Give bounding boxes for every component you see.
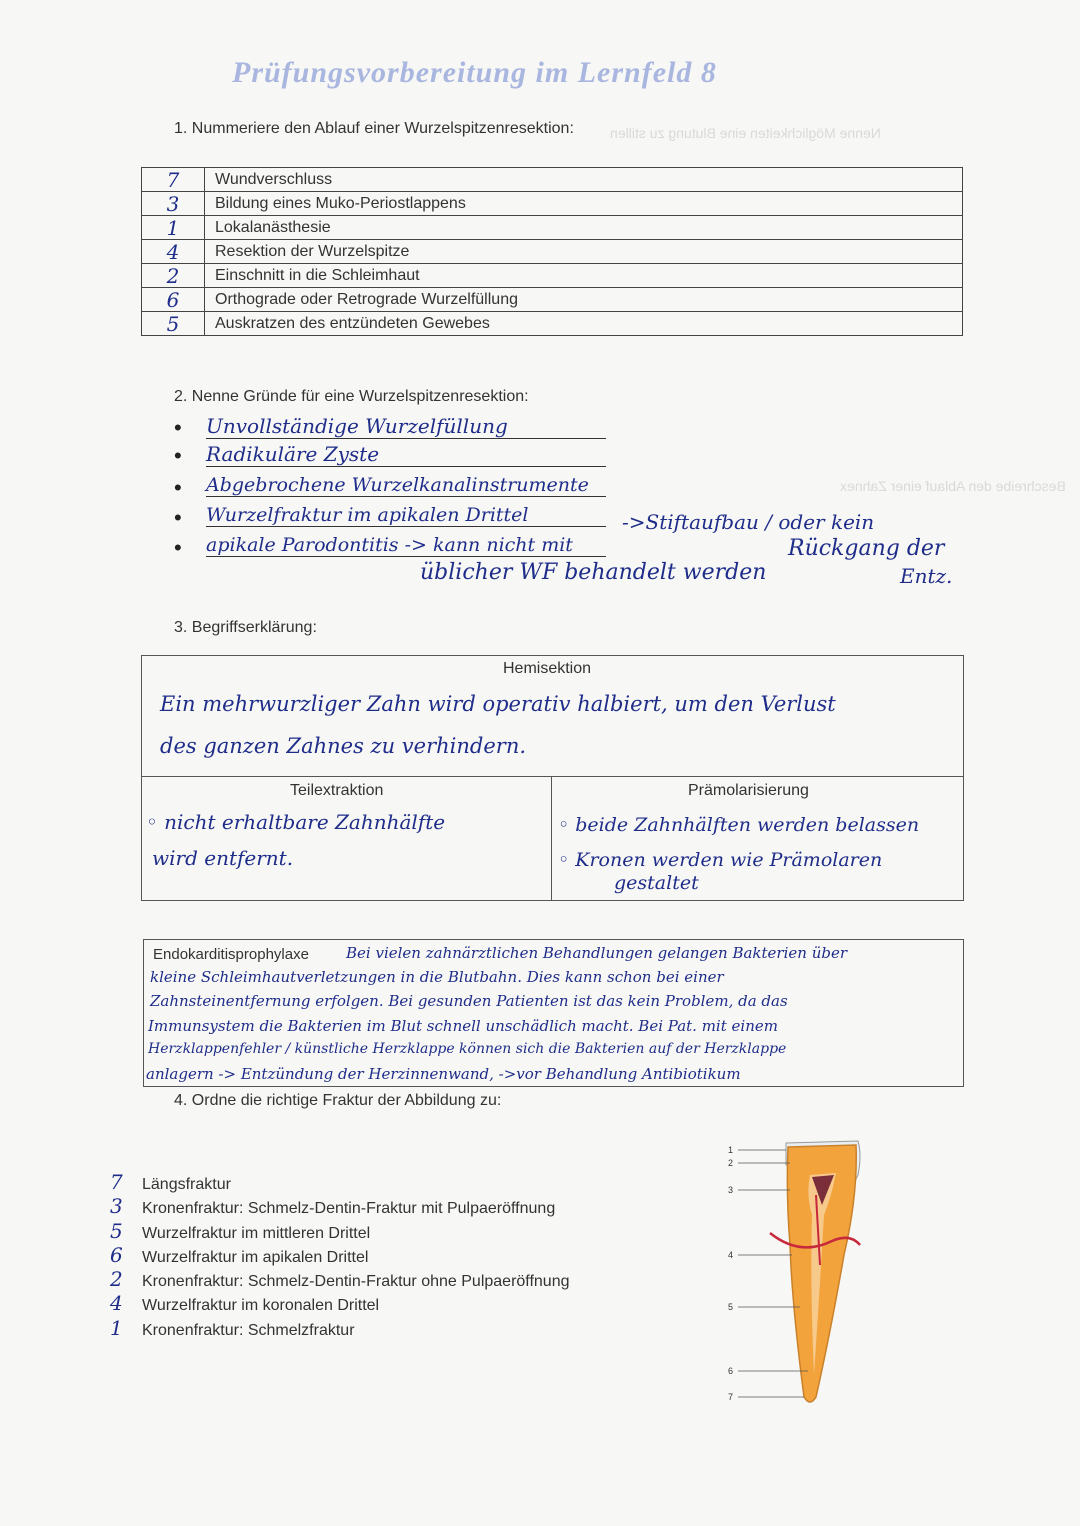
reason-note: üblicher WF behandelt werden bbox=[420, 560, 767, 585]
list-item bbox=[110, 1194, 569, 1218]
endocarditis-text: Zahnsteinentfernung erfolgen. Bei gesunden Patienten ist das kein Problem, da das bbox=[150, 992, 788, 1010]
row-text: Auskratzen des entzündeten Gewebes bbox=[205, 312, 963, 336]
endocarditis-text: Bei vielen zahnärztlichen Behandlungen gelangen Bakterien über bbox=[346, 944, 848, 962]
fracture-number: 3 bbox=[110, 1194, 123, 1219]
praemolarisierung-text: gestaltet bbox=[614, 872, 699, 894]
fracture-text: Wurzelfraktur im apikalen Drittel bbox=[142, 1248, 369, 1266]
question-2-label: 2. Nenne Gründe für eine Wurzelspitzenresektion: bbox=[174, 388, 529, 405]
hemisektion-text: des ganzen Zahnes zu verhindern. bbox=[160, 734, 527, 758]
fracture-number: 5 bbox=[110, 1218, 123, 1243]
fracture-text: Wurzelfraktur im koronalen Drittel bbox=[142, 1297, 380, 1315]
fracture-number: 6 bbox=[110, 1242, 123, 1267]
praemolarisierung-heading: Prämolarisierung bbox=[688, 782, 809, 799]
reason-item: apikale Parodontitis -> kann nicht mit bbox=[206, 534, 606, 557]
endocarditis-text: kleine Schleimhautverletzungen in die Blutbahn. Dies kann schon bei einer bbox=[150, 968, 724, 986]
question-4-label: 4. Ordne die richtige Fraktur der Abbildung zu: bbox=[174, 1092, 502, 1109]
terms-divider-vertical bbox=[551, 776, 552, 900]
tooth-illustration bbox=[720, 1135, 880, 1420]
question-3-label: 3. Begriffserklärung: bbox=[174, 619, 317, 636]
show-through-text: Beschreibe den Ablauf einer Zahnex bbox=[840, 478, 1066, 494]
reason-item: Radikuläre Zyste bbox=[206, 442, 606, 467]
fracture-number: 7 bbox=[110, 1170, 123, 1194]
fracture-number: 2 bbox=[110, 1267, 123, 1292]
fracture-text: Kronenfraktur: Schmelz-Dentin-Fraktur ohne Pulpaeröffnung bbox=[142, 1273, 570, 1291]
endocarditis-text: anlagern -> Entzündung der Herzinnenwand, ->vor Behandlung Antibiotikum bbox=[146, 1065, 741, 1083]
row-text: Einschnitt in die Schleimhaut bbox=[205, 264, 963, 288]
show-through-text: Nenne Möglichkeiten eine Blutung zu stillen bbox=[610, 125, 881, 141]
list-item bbox=[110, 1291, 569, 1315]
terms-divider-horizontal bbox=[141, 776, 963, 777]
table-row bbox=[142, 192, 963, 216]
list-item bbox=[110, 1170, 569, 1194]
praemolarisierung-text: ◦ beide Zahnhälften werden belassen bbox=[558, 814, 920, 836]
table-row bbox=[142, 288, 963, 312]
list-item bbox=[110, 1316, 569, 1340]
figure-label: 6 bbox=[728, 1366, 734, 1376]
fracture-text: Wurzelfraktur im mittleren Drittel bbox=[142, 1224, 371, 1242]
hemisektion-heading: Hemisektion bbox=[503, 660, 592, 677]
row-text: Orthograde oder Retrograde Wurzelfüllung bbox=[205, 288, 963, 312]
row-number: 1 bbox=[142, 216, 205, 240]
bullet-icon: • bbox=[174, 443, 182, 468]
table-row bbox=[142, 240, 963, 264]
fracture-text: Kronenfraktur: Schmelzfraktur bbox=[142, 1321, 355, 1339]
row-number: 4 bbox=[142, 240, 205, 264]
table-row bbox=[142, 264, 963, 288]
endocarditis-heading: Endokarditisprophylaxe bbox=[153, 946, 309, 963]
list-item bbox=[110, 1219, 569, 1243]
teilextraktion-text: ◦ nicht erhaltbare Zahnhälfte bbox=[146, 810, 446, 834]
figure-label: 5 bbox=[728, 1302, 734, 1312]
list-item bbox=[110, 1267, 569, 1291]
reason-note: Entz. bbox=[900, 564, 953, 588]
fracture-number: 4 bbox=[110, 1291, 123, 1316]
sequence-table bbox=[141, 167, 963, 336]
table-row bbox=[142, 312, 963, 336]
teilextraktion-heading: Teilextraktion bbox=[290, 782, 384, 799]
list-item bbox=[110, 1243, 569, 1267]
row-text: Wundverschluss bbox=[205, 168, 963, 192]
reason-item: Wurzelfraktur im apikalen Drittel bbox=[206, 504, 606, 527]
row-number: 7 bbox=[142, 168, 205, 192]
row-number: 6 bbox=[142, 288, 205, 312]
table-row bbox=[142, 168, 963, 192]
figure-label: 2 bbox=[728, 1158, 734, 1168]
row-text: Resektion der Wurzelspitze bbox=[205, 240, 963, 264]
reason-note: ->Stiftaufbau / oder kein bbox=[622, 510, 875, 534]
figure-label: 1 bbox=[728, 1145, 734, 1155]
table-row bbox=[142, 216, 963, 240]
reason-item: Unvollständige Wurzelfüllung bbox=[206, 414, 606, 439]
teilextraktion-text: wird entfernt. bbox=[152, 846, 294, 870]
bullet-icon: • bbox=[174, 535, 182, 560]
row-number: 5 bbox=[142, 312, 205, 336]
question-1-label: 1. Nummeriere den Ablauf einer Wurzelspitzenresektion: bbox=[174, 120, 574, 137]
page-title: Prüfungsvorbereitung im Lernfeld 8 bbox=[232, 56, 717, 89]
figure-label: 4 bbox=[728, 1250, 734, 1260]
row-number: 2 bbox=[142, 264, 205, 288]
reason-note: Rückgang der bbox=[788, 536, 945, 561]
praemolarisierung-text: ◦ Kronen werden wie Prämolaren bbox=[558, 849, 883, 871]
fracture-number: 1 bbox=[110, 1315, 123, 1340]
reason-item: Abgebrochene Wurzelkanalinstrumente bbox=[206, 474, 606, 497]
endocarditis-text: Immunsystem die Bakterien im Blut schnell unschädlich macht. Bei Pat. mit einem bbox=[148, 1017, 778, 1035]
figure-label: 3 bbox=[728, 1185, 734, 1195]
bullet-icon: • bbox=[174, 415, 182, 440]
row-number: 3 bbox=[142, 192, 205, 216]
fracture-text: Längsfraktur bbox=[142, 1176, 231, 1193]
fracture-list bbox=[110, 1170, 569, 1340]
fracture-text: Kronenfraktur: Schmelz-Dentin-Fraktur mit Pulpaeröffnung bbox=[142, 1200, 556, 1218]
bullet-icon: • bbox=[174, 475, 182, 500]
row-text: Bildung eines Muko-Periostlappens bbox=[205, 192, 963, 216]
hemisektion-text: Ein mehrwurzliger Zahn wird operativ halbiert, um den Verlust bbox=[160, 692, 836, 716]
bullet-icon: • bbox=[174, 505, 182, 530]
endocarditis-text: Herzklappenfehler / künstliche Herzklappe können sich die Bakterien auf der Herzklappe bbox=[148, 1041, 787, 1057]
row-text: Lokalanästhesie bbox=[205, 216, 963, 240]
figure-label: 7 bbox=[728, 1392, 734, 1402]
